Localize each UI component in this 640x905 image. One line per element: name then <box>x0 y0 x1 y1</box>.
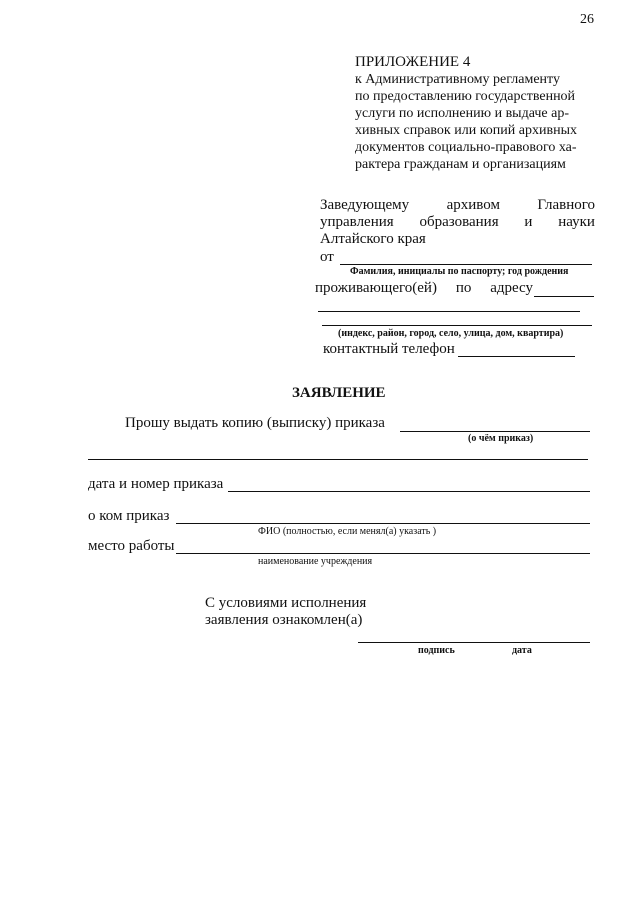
appendix-line: к Административному регламенту <box>355 72 560 87</box>
workplace-caption: наименование учреждения <box>258 556 373 567</box>
residing-label <box>315 280 533 297</box>
acknowledge-line-1: С условиями исполнения <box>205 595 367 611</box>
address-caption: (индекс, район, город, село, улица, дом, квартира) <box>338 328 564 339</box>
from-caption: Фамилия, инициалы по паспорту; год рождения <box>350 266 569 277</box>
signature-field[interactable] <box>358 642 590 643</box>
phone-field[interactable] <box>458 356 575 357</box>
appendix-title: ПРИЛОЖЕНИЕ 4 <box>355 54 471 70</box>
from-label: от <box>320 249 334 265</box>
residing-word: проживающего(ей) <box>315 280 437 296</box>
addressee-line-2 <box>320 214 595 231</box>
workplace-field[interactable] <box>176 553 590 554</box>
appendix-line: услуги по исполнению и выдаче ар- <box>355 106 569 121</box>
date-caption: дата <box>512 645 532 656</box>
about-whom-field[interactable] <box>176 523 590 524</box>
appendix-line: хивных справок или копий архивных <box>355 123 577 138</box>
date-number-label: дата и номер приказа <box>88 476 224 492</box>
date-number-field[interactable] <box>228 491 590 492</box>
addressee-word: архивом <box>446 197 500 213</box>
signature-caption: подпись <box>418 645 455 656</box>
address-field-3[interactable] <box>322 325 592 326</box>
page-number: 26 <box>580 12 594 27</box>
addressee-word: Главного <box>537 197 595 213</box>
request-field[interactable] <box>400 431 590 432</box>
addressee-word: образования <box>419 214 499 230</box>
residing-word: адресу <box>490 280 533 296</box>
appendix-line: документов социально-правового ха- <box>355 140 577 155</box>
acknowledge-line-2: заявления ознакомлен(а) <box>205 612 363 628</box>
appendix-line: по предоставлению государственной <box>355 89 576 104</box>
addressee-word: управления <box>320 214 394 230</box>
addressee-line-3: Алтайского края <box>320 231 426 247</box>
about-whom-label: о ком приказ <box>88 508 170 524</box>
request-caption: (о чём приказ) <box>468 433 534 444</box>
address-field-2[interactable] <box>318 311 580 312</box>
workplace-label: место работы <box>88 538 175 554</box>
appendix-line: рактера гражданам и организациям <box>355 157 566 172</box>
request-text: Прошу выдать копию (выписку) приказа <box>125 415 385 431</box>
addressee-word: науки <box>558 214 595 230</box>
residing-word: по <box>455 280 472 296</box>
address-field-1[interactable] <box>534 296 594 297</box>
phone-label: контактный телефон <box>323 341 455 357</box>
statement-title: ЗАЯВЛЕНИЕ <box>292 385 386 401</box>
addressee-word: Заведующему <box>320 197 410 213</box>
from-field[interactable] <box>340 264 592 265</box>
about-whom-caption: ФИО (полностью, если менял(а) указать ) <box>258 526 437 537</box>
addressee-line-1 <box>320 197 595 214</box>
request-field-continued[interactable] <box>88 459 588 460</box>
addressee-word: и <box>524 214 533 230</box>
